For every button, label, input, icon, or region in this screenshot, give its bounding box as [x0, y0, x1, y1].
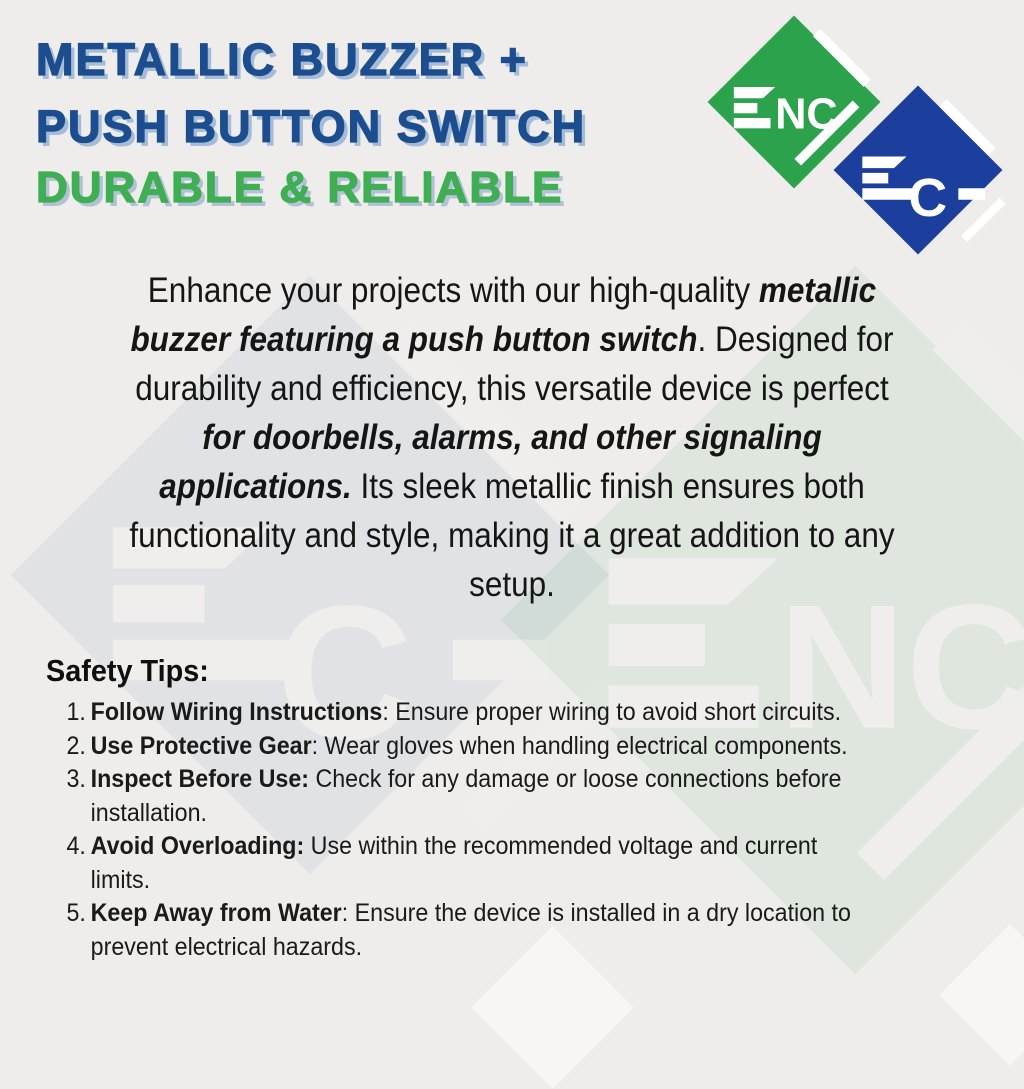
list-number: 4. — [66, 832, 86, 860]
safety-tip-text: Check for any damage or loose connections before — [309, 765, 842, 793]
safety-tip-text: Use within the recommended voltage and current — [304, 832, 818, 860]
paragraph-line — [51, 560, 973, 609]
safety-tip-text: : Wear gloves when handling electrical components. — [311, 731, 848, 760]
list-number: 2. — [66, 731, 86, 760]
ec-blue-diamond-icon — [822, 74, 1014, 266]
header — [36, 26, 586, 216]
safety-tip-item — [66, 897, 966, 964]
brand-logo — [700, 8, 1016, 270]
description-paragraph — [51, 266, 973, 609]
safety-tip-title: Follow Wiring Instructions — [90, 698, 383, 726]
paragraph-text: Its sleek metallic finish ensures both — [351, 467, 865, 506]
paragraph-line — [51, 315, 973, 364]
safety-tip-item — [66, 830, 966, 897]
paragraph-line — [51, 266, 973, 315]
safety-tips-heading: Safety Tips: — [46, 653, 209, 688]
page-title-line2: PUSH BUTTON SWITCH — [36, 101, 587, 152]
safety-tip-text-continued: limits. — [90, 865, 151, 894]
safety-tip-text: : Ensure the device is installed in a dry location to — [341, 899, 851, 927]
paragraph-text: Enhance your projects with our high-quality — [147, 271, 759, 310]
paragraph-line — [51, 364, 973, 413]
paragraph-line — [51, 462, 973, 511]
safety-tip-title: Avoid Overloading: — [90, 832, 305, 860]
paragraph-emphasis-text: metallic — [758, 271, 877, 310]
list-number: 3. — [66, 765, 86, 793]
list-number: 1. — [66, 698, 86, 726]
paragraph-emphasis-text: for doorbells, alarms, and other signaling — [202, 418, 822, 457]
page-title-line1: METALLIC BUZZER + — [36, 34, 528, 85]
paragraph-line — [51, 511, 973, 560]
paragraph-text: durability and efficiency, this versatile device is perfect — [135, 369, 889, 408]
safety-tip-text-continued: prevent electrical hazards. — [90, 932, 363, 961]
safety-tip-first-line — [66, 897, 966, 931]
safety-tip-first-line — [66, 730, 966, 764]
safety-tip-first-line — [66, 830, 966, 864]
paragraph-emphasis-text: buzzer featuring a push button switch — [130, 320, 698, 359]
page-subtitle: DURABLE & RELIABLE — [36, 163, 564, 212]
safety-tip-first-line — [66, 763, 966, 797]
paragraph-text: functionality and style, making it a great addition to any — [129, 516, 895, 555]
safety-tip-first-line — [66, 696, 966, 730]
paragraph-text: setup. — [469, 565, 555, 604]
list-number: 5. — [66, 899, 86, 927]
safety-tip-text-continued: installation. — [90, 798, 207, 827]
paragraph-emphasis-text: applications. — [159, 467, 352, 506]
safety-tip-title: Inspect Before Use: — [90, 765, 310, 793]
safety-tip-title: Use Protective Gear — [90, 731, 312, 760]
safety-tip-title: Keep Away from Water — [90, 899, 342, 927]
safety-tip-item — [66, 763, 966, 830]
safety-tips-section — [46, 650, 967, 964]
paragraph-line — [51, 413, 973, 462]
safety-tip-item — [66, 696, 966, 730]
safety-tips-list — [46, 696, 967, 964]
paragraph-text: . Designed for — [697, 320, 894, 359]
safety-tip-item — [66, 730, 966, 764]
safety-tip-text: : Ensure proper wiring to avoid short circuits. — [382, 698, 842, 726]
